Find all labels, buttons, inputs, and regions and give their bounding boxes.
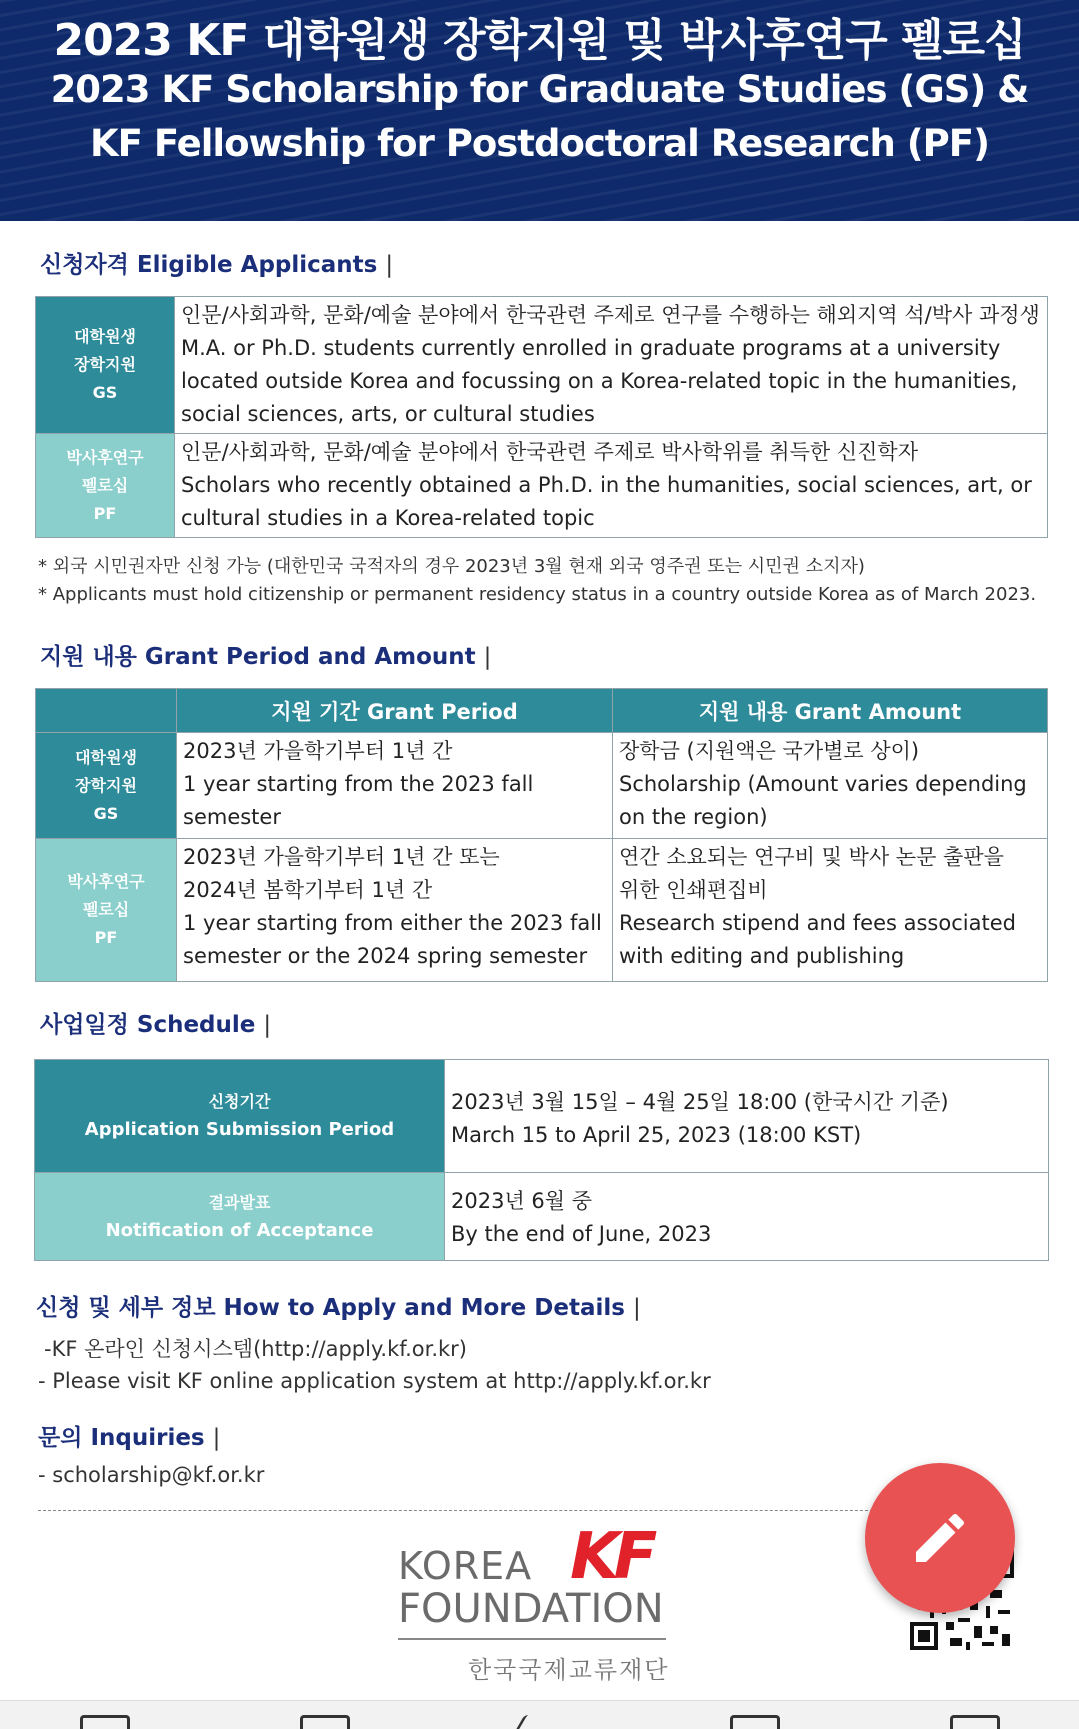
eligible-pf-text: 인문/사회과학, 문화/예술 분야에서 한국관련 주제로 박사학위를 취득한 신진학자 Scholars who recently obtained a Ph.D. in the humanities, social sciences, art, or cultural studies in a Korea-related topic xyxy=(175,434,1048,538)
grant-gs-amount: 장학금 (지원액은 국가별로 상이) Scholarship (Amount varies depending on the region) xyxy=(613,733,1048,839)
inquiries-email[interactable]: - scholarship@kf.or.kr xyxy=(38,1463,265,1487)
eligible-table xyxy=(35,296,1048,538)
book-icon[interactable] xyxy=(80,1715,130,1729)
bookmark-icon[interactable] xyxy=(730,1715,780,1729)
grant-gs-period: 2023년 가을학기부터 1년 간 1 year starting from the 2023 fall semester xyxy=(177,733,613,839)
table-row xyxy=(36,733,1048,839)
grant-heading: 지원 내용 Grant Period and Amount | xyxy=(40,644,492,670)
table-row xyxy=(35,1173,1049,1261)
grant-pf-amount: 연간 소요되는 연구비 및 박사 논문 출판을 위한 인쇄편집비 Research stipend and fees associated with editing and publishing xyxy=(613,839,1048,982)
table-row xyxy=(36,297,1048,434)
schedule-table xyxy=(34,1059,1049,1261)
banner-title-ko: 2023 KF 대학원생 장학지원 및 박사후연구 펠로십 xyxy=(53,15,1026,66)
banner-title-en-1: 2023 KF Scholarship for Graduate Studies (GS) & xyxy=(50,68,1029,111)
eligible-gs-label: 대학원생 장학지원 GS xyxy=(36,297,175,434)
menu-icon[interactable] xyxy=(950,1715,1000,1729)
grant-table xyxy=(35,688,1048,982)
chat-icon[interactable] xyxy=(300,1715,350,1729)
eligible-pf-label: 박사후연구 펠로십 PF xyxy=(36,434,175,538)
schedule-app-text: 2023년 3월 15일 – 4월 25일 18:00 (한국시간 기준) March 15 to April 25, 2023 (18:00 KST) xyxy=(445,1060,1049,1173)
apply-line-ko: -KF 온라인 신청시스템(http://apply.kf.or.kr) xyxy=(44,1337,467,1361)
table-header-row xyxy=(36,689,1048,733)
bottom-toolbar xyxy=(0,1700,1079,1729)
edit-fab-button[interactable] xyxy=(865,1463,1015,1613)
table-row xyxy=(36,839,1048,982)
grant-pf-label: 박사후연구 펠로십 PF xyxy=(36,839,177,982)
schedule-notif-text: 2023년 6월 중 By the end of June, 2023 xyxy=(445,1173,1049,1261)
grant-pf-period: 2023년 가을학기부터 1년 간 또는 2024년 봄학기부터 1년 간 1 year starting from either the 2023 fall semester or the 2024 spring semester xyxy=(177,839,613,982)
divider xyxy=(38,1510,888,1511)
table-row xyxy=(36,434,1048,538)
share-icon[interactable] xyxy=(516,1715,545,1729)
banner-title-en-2: KF Fellowship for Postdoctoral Research (PF) xyxy=(90,122,989,165)
eligible-gs-text: 인문/사회과학, 문화/예술 분야에서 한국관련 주제로 연구를 수행하는 해외지역 석/박사 과정생 M.A. or Ph.D. students currently enrolled in graduate programs at a university located outside Korea and focussing on a Korea-related topic in the humanities, social sciences, arts, or cultural studies xyxy=(175,297,1048,434)
eligible-heading: 신청자격 Eligible Applicants | xyxy=(40,252,394,278)
grant-corner-cell xyxy=(36,689,177,733)
grant-gs-label: 대학원생 장학지원 GS xyxy=(36,733,177,839)
schedule-app-label: 신청기간 Application Submission Period xyxy=(35,1060,445,1173)
header-banner xyxy=(0,0,1079,221)
korea-foundation-logo: KOREA KF FOUNDATION 한국국제교류재단 xyxy=(398,1520,670,1684)
schedule-heading: 사업일정 Schedule | xyxy=(40,1012,272,1038)
note-en: * Applicants must hold citizenship or permanent residency status in a country outside Korea as of March 2023. xyxy=(38,584,1037,605)
schedule-notif-label: 결과발표 Notification of Acceptance xyxy=(35,1173,445,1261)
grant-col-amount: 지원 내용 Grant Amount xyxy=(613,689,1048,733)
note-ko: * 외국 시민권자만 신청 가능 (대한민국 국적자의 경우 2023년 3월 현재 외국 영주권 또는 시민권 소지자) xyxy=(38,556,865,577)
grant-col-period: 지원 기간 Grant Period xyxy=(177,689,613,733)
pencil-icon xyxy=(908,1506,972,1570)
inquiries-heading: 문의 Inquiries | xyxy=(38,1425,221,1451)
apply-heading: 신청 및 세부 정보 How to Apply and More Details | xyxy=(36,1295,641,1321)
apply-link-text[interactable]: - Please visit KF online application system at http://apply.kf.or.kr xyxy=(38,1369,711,1393)
table-row xyxy=(35,1060,1049,1173)
